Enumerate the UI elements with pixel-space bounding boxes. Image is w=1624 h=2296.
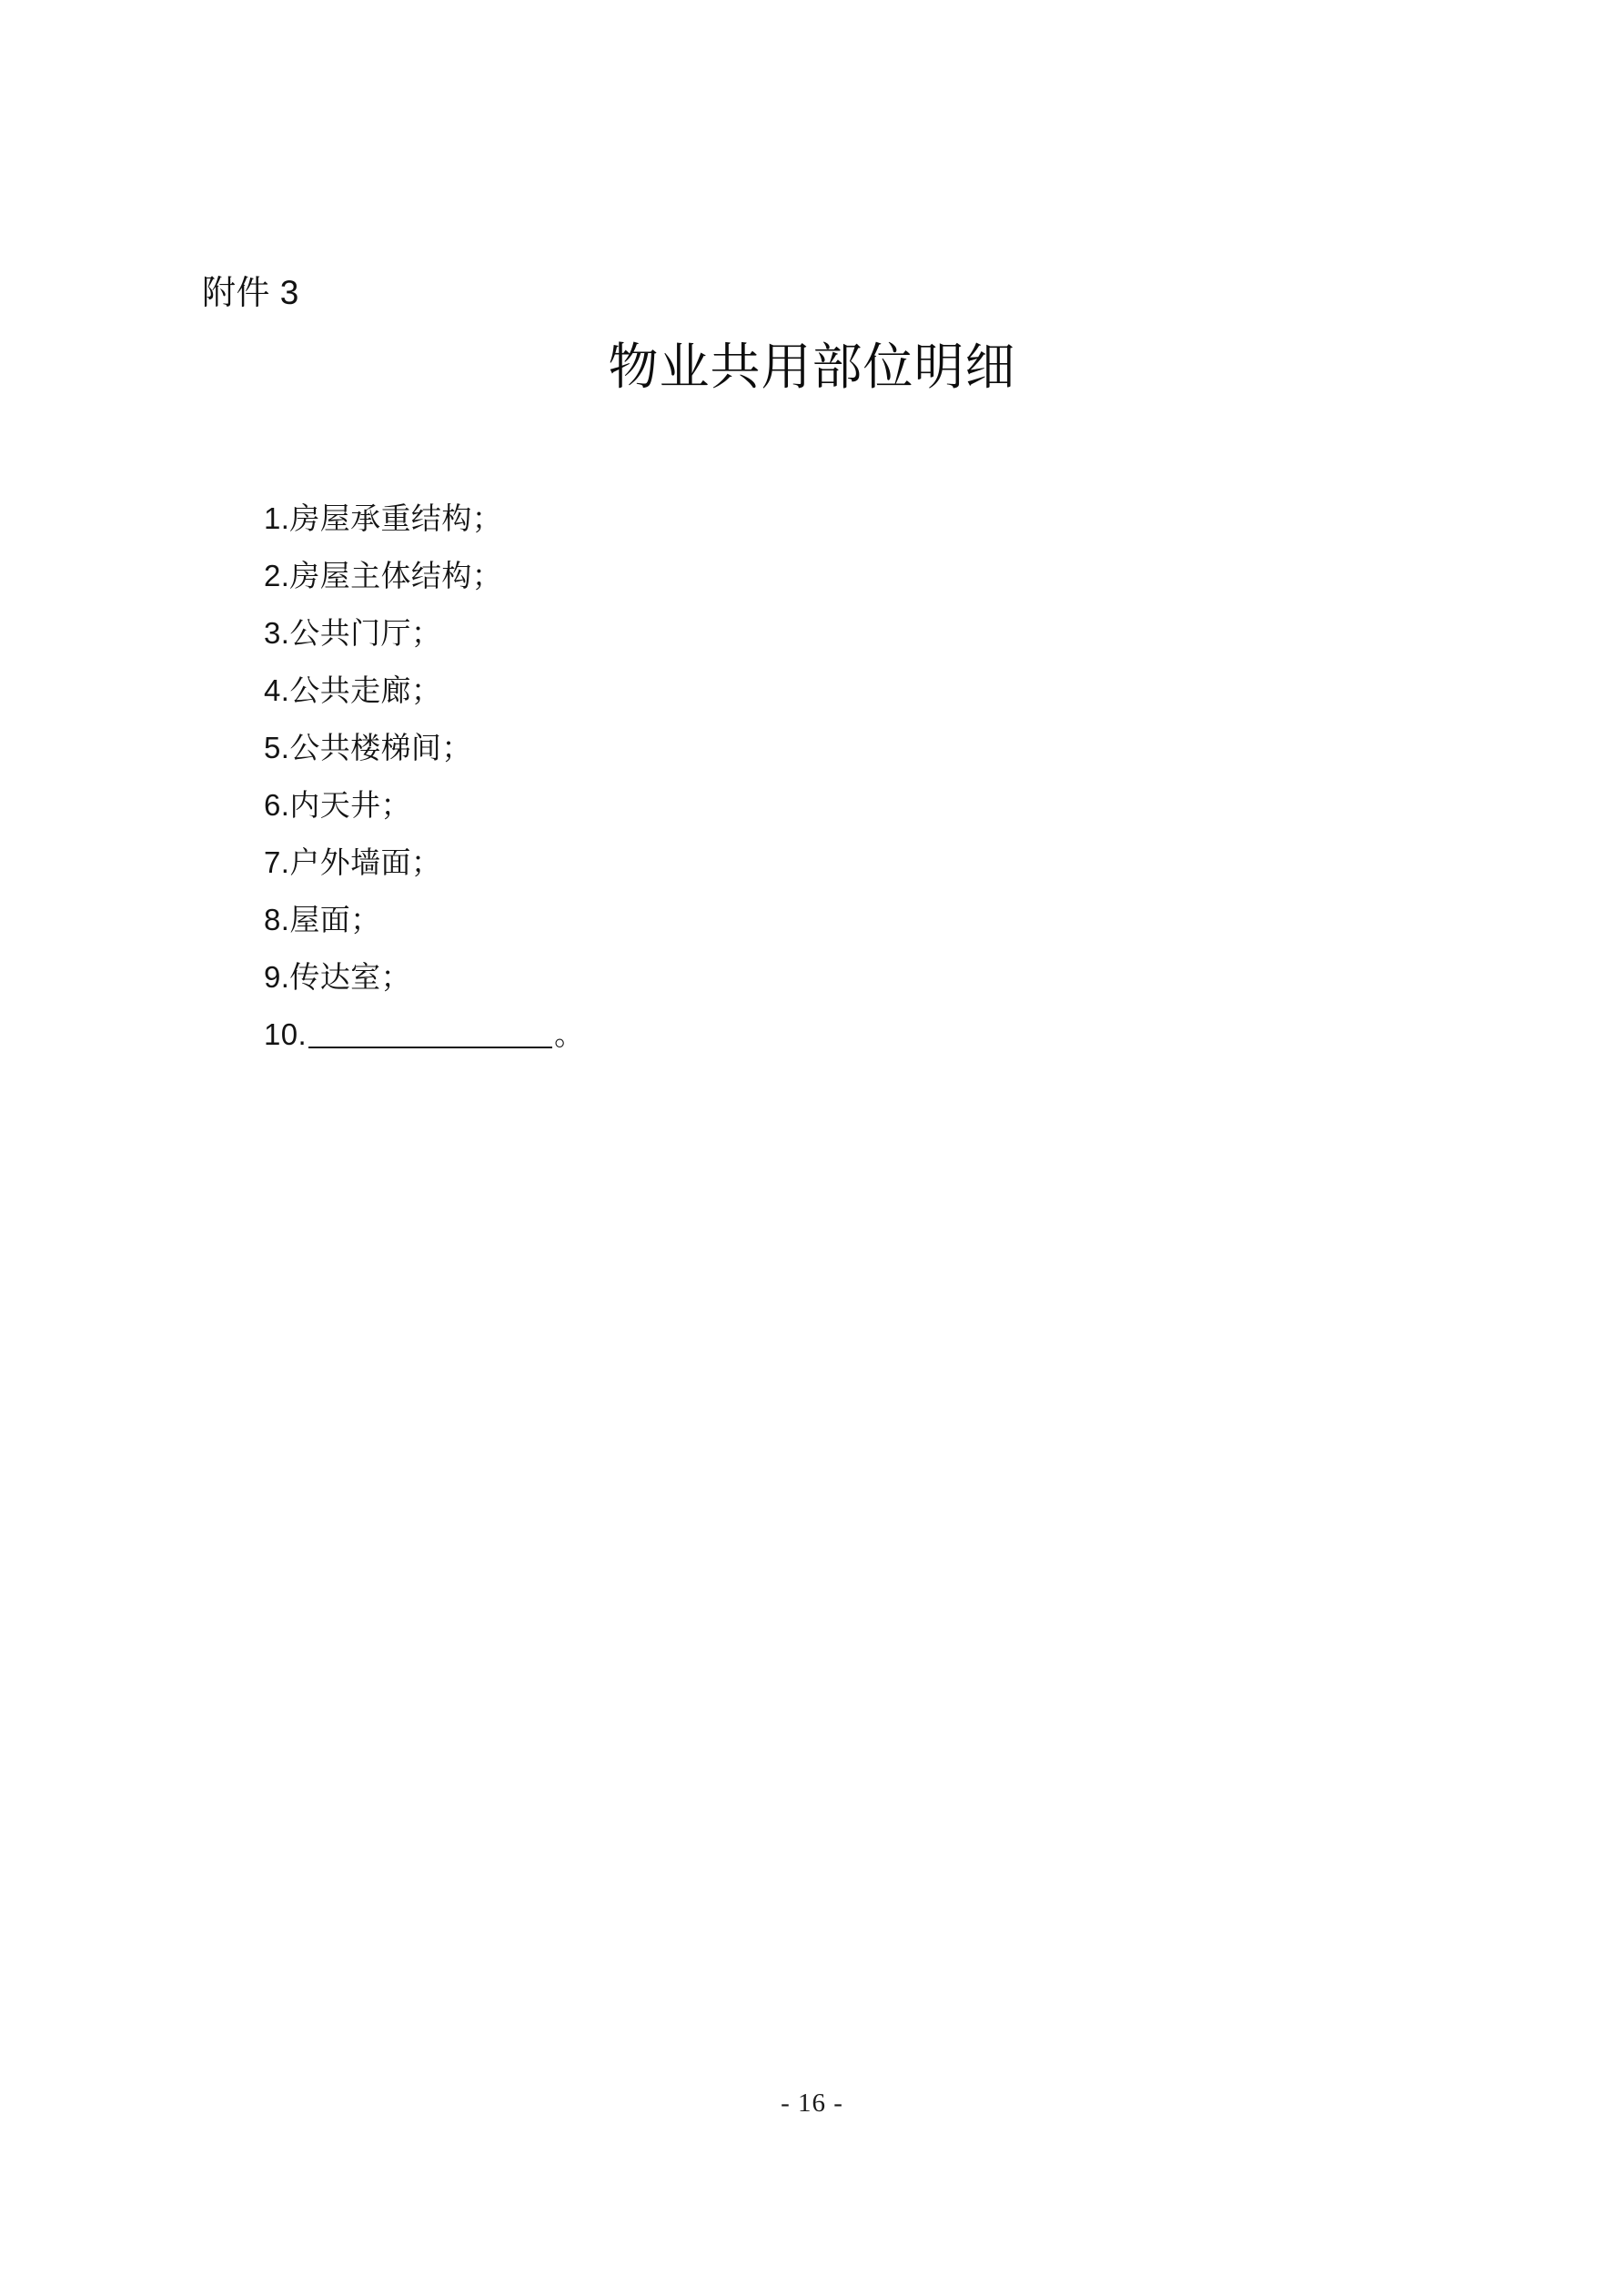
list-item: 6.内天井； [264,788,411,822]
list-item: 5.公共楼梯间； [264,731,472,764]
list-item: 4.公共走廊； [264,673,442,707]
list-item: 8.屋面； [264,903,381,936]
list-item: 7.户外墙面； [264,845,442,879]
list-item: 3.公共门厅； [264,616,442,650]
page-title: 物业共用部位明细 [608,339,1016,395]
fill-in-number: 10. [264,1017,308,1051]
list-item: 2.房屋主体结构； [264,559,503,592]
page-number: - 16 - [781,2089,843,2118]
common-area-list [264,490,1083,1063]
attachment-label: 附件 3 [202,274,299,311]
list-item: 1.房屋承重结构； [264,501,503,535]
list-item-fill-in [264,1006,1083,1063]
fill-in-terminator: 。 [554,1017,585,1051]
list-item: 9.传达室； [264,960,411,994]
fill-in-blank[interactable] [308,1023,552,1048]
